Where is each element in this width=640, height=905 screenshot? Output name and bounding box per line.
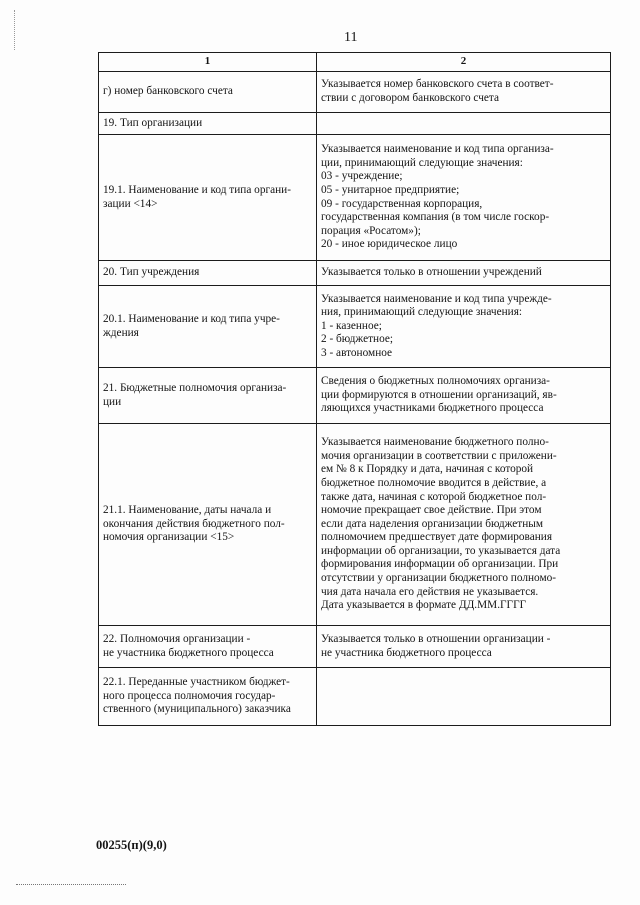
field-description-cell: Указывается наименование и код типа организа- ции, принимающий следующие значения: 03 - учреждение; 05 - унитарное предприятие; 09 - государственная корпорация, государственная компания (в том числе госкор- порация «Росатом»); 20 - иное юридическое лицо [317,135,611,261]
scan-margin-mark [14,10,17,50]
field-description-cell: Указывается наименование и код типа учрежде- ния, принимающий следующие значения: 1 - казенное; 2 - бюджетное; 3 - автономное [317,286,611,368]
scan-bottom-mark [16,884,126,887]
column-1-header: 1 [99,53,317,72]
table-row [99,135,611,261]
table-row [99,668,611,726]
field-name-cell: 22. Полномочия организации - не участника бюджетного процесса [99,626,317,668]
field-name-cell: 21. Бюджетные полномочия организа- ции [99,368,317,424]
table-row [99,113,611,135]
page-number: 11 [344,30,358,45]
field-description-cell: Указывается номер банковского счета в соответ- ствии с договором банковского счета [317,72,611,113]
table-row [99,72,611,113]
column-2-header: 2 [317,53,611,72]
field-name-cell: 20.1. Наименование и код типа учре- ждения [99,286,317,368]
field-name-cell: 20. Тип учреждения [99,261,317,286]
requirements-table [98,52,611,726]
table-row [99,261,611,286]
field-description-cell: Указывается только в отношении организации - не участника бюджетного процесса [317,626,611,668]
field-name-cell: 22.1. Переданные участником бюджет- ного процесса полномочия государ- ственного (муниципального) заказчика [99,668,317,726]
field-name-cell: 19.1. Наименование и код типа органи- зации <14> [99,135,317,261]
table-row [99,424,611,626]
table-header-row [99,53,611,72]
field-description-cell: Указывается только в отношении учреждений [317,261,611,286]
field-name-cell: г) номер банковского счета [99,72,317,113]
field-description-cell: Сведения о бюджетных полномочиях организа- ции формируются в отношении организаций, яв- ляющихся участниками бюджетного процесса [317,368,611,424]
table-row [99,286,611,368]
table-row [99,368,611,424]
field-description-cell [317,113,611,135]
form-code: 00255(п)(9,0) [96,838,167,852]
field-name-cell: 21.1. Наименование, даты начала и окончания действия бюджетного пол- номочия организации <15> [99,424,317,626]
table-row [99,626,611,668]
field-name-cell: 19. Тип организации [99,113,317,135]
field-description-cell [317,668,611,726]
field-description-cell: Указывается наименование бюджетного полно- мочия организации в соответствии с приложени- ем № 8 к Порядку и дата, начиная с которой бюджетное полномочие вводится в действие, а также дата, начиная с которой бюджетное пол- номочие прекращает свое действие. При этом если дата наделения организации бюджетным полномочием предшествует дате формирования информации об организации, то указывается дата формирования информации об организации. При отсутствии у организации бюджетного полномо- чия дата начала его действия не указывается. Дата указывается в формате ДД.ММ.ГГГГ [317,424,611,626]
